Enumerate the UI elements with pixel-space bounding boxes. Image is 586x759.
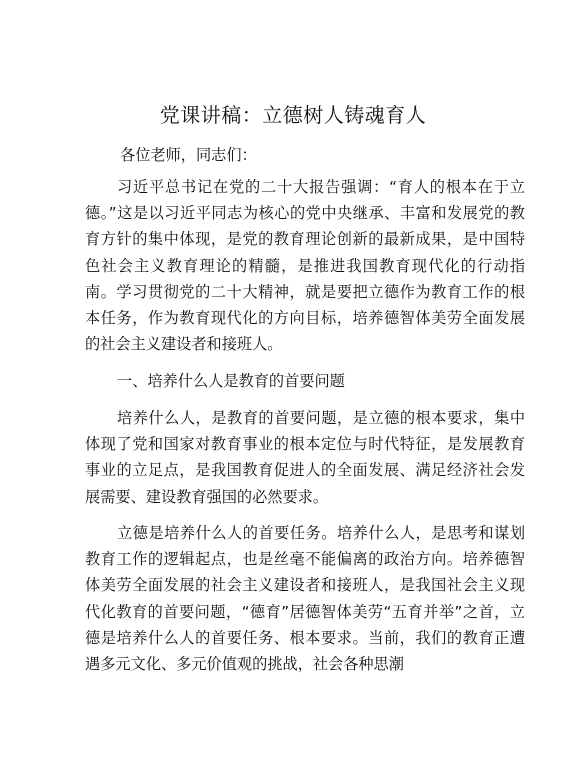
paragraph-3: 立德是培养什么人的首要任务。培养什么人，是思考和谋划教育工作的逻辑起点，也是丝毫不能偏离的政治方向。培养德智体美劳全面发展的社会主义建设者和接班人，是我国社会主义现代化教育的首要问题，“德育”居德智体美劳“五育并举”之首，立德是培养什么人的首要任务、根本要求。当前，我们的教育正遭遇多元文化、多元价值观的挑战，社会各种思潮: [85, 524, 525, 674]
paragraph-1: 习近平总书记在党的二十大报告强调：“育人的根本在于立德。”这是以习近平同志为核心的党中央继承、丰富和发展党的教育方针的集中体现，是党的教育理论创新的最新成果，是中国特色社会主义教育理论的精髓，是推进我国教育现代化的行动指南。学习贯彻党的二十大精神，就是要把立德作为教育工作的根本任务，作为教育现代化的方向目标，培养德智体美劳全面发展的社会主义建设者和接班人。: [85, 178, 525, 354]
section-heading: 一、培养什么人是教育的首要问题: [117, 372, 345, 390]
document-title: 党课讲稿：立德树人铸魂育人: [159, 103, 427, 127]
greeting-line: 各位老师，同志们：: [120, 146, 257, 164]
paragraph-2: 培养什么人，是教育的首要问题，是立德的根本要求，集中体现了党和国家对教育事业的根本定位与时代特征，是发展教育事业的立足点，是我国教育促进人的全面发展、满足经济社会发展需要、建设教育强国的必然要求。: [85, 409, 525, 506]
